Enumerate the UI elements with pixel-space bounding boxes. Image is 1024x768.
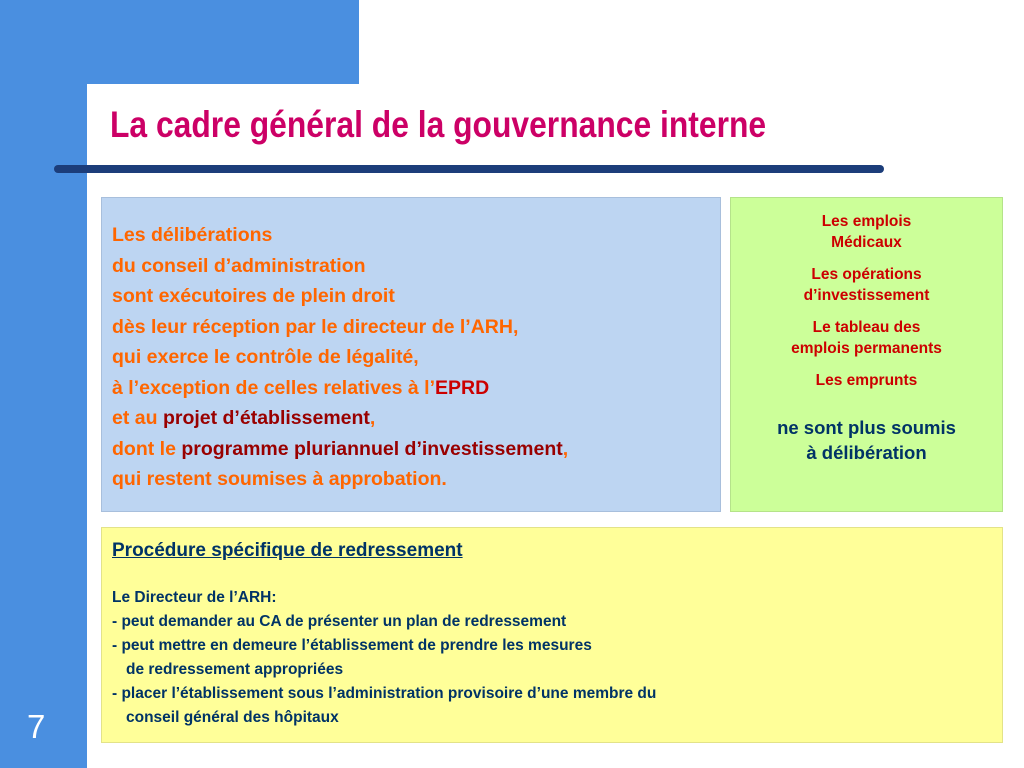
eprd-term: EPRD bbox=[435, 376, 490, 399]
procedure-line: conseil général des hôpitaux bbox=[126, 709, 339, 726]
deliberations-line: du conseil d’administration bbox=[112, 254, 366, 277]
exemption-text: Les opérations bbox=[811, 266, 922, 283]
procedure-line: - peut demander au CA de présenter un plan de redressement bbox=[112, 613, 567, 630]
deliberations-text: , bbox=[562, 437, 569, 460]
projet-etablissement-term: projet d’établissement bbox=[162, 407, 370, 429]
exemption-text: Médicaux bbox=[831, 234, 902, 251]
left-accent-bar bbox=[0, 0, 87, 768]
conclusion-text: à délibération bbox=[806, 442, 927, 463]
procedure-intro: Le Directeur de l’ARH: bbox=[112, 589, 277, 606]
deliberations-line bbox=[112, 403, 720, 434]
exemption-text: Les emplois bbox=[821, 213, 912, 230]
exemption-item bbox=[731, 264, 1002, 306]
exemption-text: emplois permanents bbox=[791, 340, 942, 357]
conclusion-text: ne sont plus soumis bbox=[777, 417, 956, 438]
procedure-box bbox=[101, 527, 1003, 743]
deliberations-line: dès leur réception par le directeur de l’ARH, bbox=[112, 315, 519, 338]
deliberations-text: , bbox=[369, 407, 376, 429]
deliberations-box bbox=[101, 197, 721, 512]
deliberations-line bbox=[112, 373, 720, 404]
page-number: 7 bbox=[27, 708, 46, 745]
deliberations-line: sont exécutoires de plein droit bbox=[112, 285, 395, 307]
exemption-text: Le tableau des bbox=[812, 319, 921, 336]
slide-title: La cadre général de la gouvernance interne bbox=[110, 104, 767, 145]
top-accent-block bbox=[87, 0, 359, 84]
exemption-item bbox=[731, 370, 1002, 391]
deliberations-text: dont le bbox=[112, 437, 182, 460]
deliberations-line: qui exerce le contrôle de légalité, bbox=[112, 346, 419, 368]
deliberations-line bbox=[112, 434, 720, 465]
exemption-text: d’investissement bbox=[803, 287, 930, 304]
title-underline-rule bbox=[54, 165, 884, 173]
exemption-item bbox=[731, 317, 1002, 359]
exemption-item bbox=[731, 211, 1002, 253]
deliberations-text: à l’exception de celles relatives à l’ bbox=[112, 376, 436, 399]
deliberations-line: Les délibérations bbox=[112, 224, 273, 246]
procedure-title: Procédure spécifique de redressement bbox=[112, 540, 463, 561]
procedure-line: de redressement appropriées bbox=[126, 661, 344, 678]
exemption-conclusion bbox=[731, 415, 1002, 465]
programme-investissement-term: programme pluriannuel d’investissement bbox=[181, 437, 563, 460]
procedure-line: - placer l’établissement sous l’administration provisoire d’une membre du bbox=[112, 685, 657, 702]
deliberations-text: et au bbox=[112, 407, 163, 429]
exemption-text: Les emprunts bbox=[815, 372, 918, 389]
exemptions-box bbox=[730, 197, 1003, 512]
deliberations-line: qui restent soumises à approbation. bbox=[112, 468, 447, 490]
procedure-line: - peut mettre en demeure l’établissement de prendre les mesures bbox=[112, 637, 592, 654]
